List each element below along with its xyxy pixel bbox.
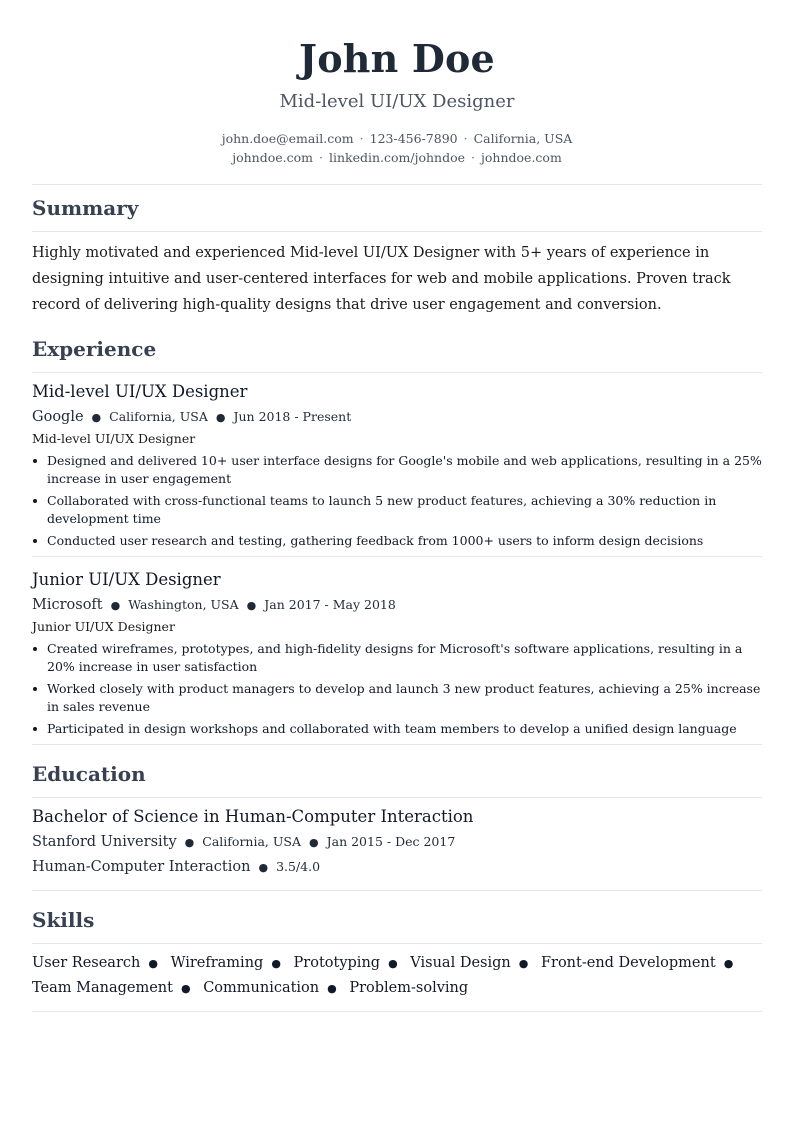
job-dates: Jun 2018 - Present [233,409,352,424]
gpa: 3.5/4.0 [276,859,321,874]
job-bullet: Designed and delivered 10+ user interface designs for Google's mobile and web applications, resulting in a 25% increase in user engagement [32,452,762,488]
experience-entry-google [32,373,762,550]
contact-line-secondary: johndoe.com · linkedin.com/johndoe · johndoe.com [232,150,562,165]
summary-divider [32,231,762,232]
skills-bottom-divider [32,1011,762,1012]
skill-item: Front-end Development [540,955,716,971]
job-meta: Microsoft ● Washington, USA ● Jan 2017 - May 2018 [32,597,396,613]
job-role: Mid-level UI/UX Designer [32,431,196,446]
job-bullets [32,640,762,738]
job-bullet: Collaborated with cross-functional teams to launch 5 new product features, achieving a 30% reduction in development time [32,492,762,528]
job-location: California, USA [109,409,208,424]
skill-item: User Research [32,955,141,971]
skill-item: Prototyping [293,955,381,971]
experience-heading: Experience [32,337,157,361]
job-dates: Jan 2017 - May 2018 [264,597,396,612]
contact-phone[interactable]: 123-456-7890 [369,131,458,146]
skills-divider [32,943,762,944]
education-heading: Education [32,762,146,786]
job-bullet: Conducted user research and testing, gathering feedback from 1000+ users to inform design decisions [32,532,762,550]
job-meta: Google ● California, USA ● Jun 2018 - Present [32,409,352,425]
contact-linkedin[interactable]: linkedin.com/johndoe [328,150,466,165]
resume-header [32,0,762,167]
summary-heading: Summary [32,196,139,220]
education-meta: Stanford University ● California, USA ● Jan 2015 - Dec 2017 [32,834,456,850]
education-section-head [32,745,762,798]
school-name: Stanford University [32,834,177,850]
contact-line-primary: john.doe@email.com · 123-456-7890 · California, USA [221,131,573,146]
job-location: Washington, USA [128,597,239,612]
job-bullets [32,452,762,550]
contact-email[interactable]: john.doe@email.com [221,131,354,146]
degree-title: Bachelor of Science in Human-Computer Interaction [32,807,474,826]
experience-entry-microsoft [32,557,762,738]
job-company: Google [32,409,84,425]
field-of-study: Human-Computer Interaction [32,859,251,875]
skills-heading: Skills [32,908,95,932]
summary-section-head [32,185,762,232]
experience-section-head [32,318,762,373]
education-dates: Jan 2015 - Dec 2017 [326,834,456,849]
skill-item: Problem-solving [349,980,469,996]
job-company: Microsoft [32,597,103,613]
candidate-title: Mid-level UI/UX Designer [279,91,515,112]
skill-item: Wireframing [170,955,264,971]
summary-text: Highly motivated and experienced Mid-level UI/UX Designer with 5+ years of experience in designing intuitive and user-centered interfaces for web and mobile applications. Proven track record of delivering high-quality designs that drive user engagement and conversion. [32,245,731,313]
school-location: California, USA [202,834,301,849]
job-bullet: Participated in design workshops and collaborated with team members to develop a unified design language [32,720,762,738]
contact-location: California, USA [473,131,573,146]
skill-item: Team Management [32,980,173,996]
job-bullet: Created wireframes, prototypes, and high-fidelity designs for Microsoft's software applications, resulting in a 20% increase in user satisfaction [32,640,762,676]
contact-website[interactable]: johndoe.com [232,150,313,165]
job-role: Junior UI/UX Designer [32,619,175,634]
skills-list: User Research ● Wireframing ● Prototyping ● Visual Design ● Front-end Development ● Team Management ● Communication ● Problem-solving [32,955,734,996]
skills-section-head [32,891,762,944]
skill-item: Communication [203,980,320,996]
job-title: Junior UI/UX Designer [32,570,221,589]
skill-item: Visual Design [410,955,511,971]
education-field-meta: Human-Computer Interaction ● 3.5/4.0 [32,859,321,875]
education-entry [32,798,762,878]
candidate-name: John Doe [299,36,495,81]
job-title: Mid-level UI/UX Designer [32,382,248,401]
contact-portfolio[interactable]: johndoe.com [481,150,562,165]
job-bullet: Worked closely with product managers to develop and launch 3 new product features, achieving a 25% increase in sales revenue [32,680,762,716]
